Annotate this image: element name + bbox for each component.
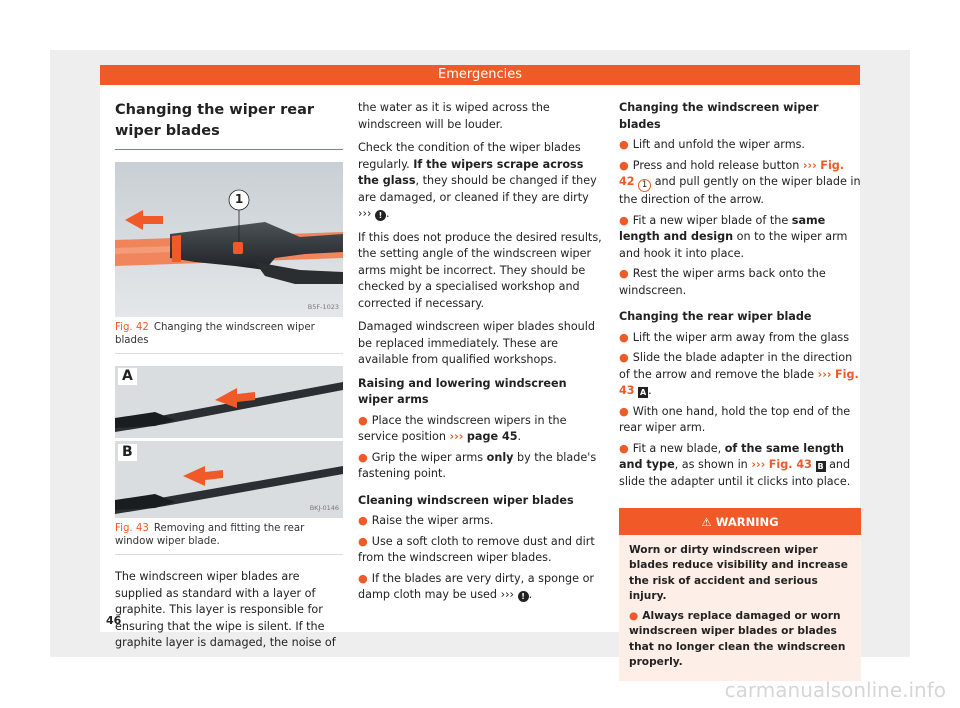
text-run: Fit a new blade,: [632, 441, 722, 455]
warning-dot-icon: !: [518, 591, 529, 602]
text-run: on to the wiper arm and hook it into place.: [619, 230, 848, 260]
chevron-ref-icon: ›››: [751, 458, 766, 471]
chevron-ref-icon: ›››: [500, 588, 515, 601]
callout-number-icon: 1: [638, 179, 651, 192]
figure-code: B5F-1023: [307, 302, 339, 311]
subheading: Changing the rear wiper blade: [619, 310, 812, 323]
figure-reference-link[interactable]: Fig. 42: [619, 158, 845, 188]
bullet-icon: ●: [619, 351, 629, 364]
subheading: Cleaning windscreen wiper blades: [358, 493, 574, 507]
bullet-icon: ●: [619, 158, 629, 172]
wiper-blade-illustration: [115, 162, 343, 317]
list-item: [358, 450, 603, 483]
bullet-icon: ●: [358, 534, 368, 548]
list-item: [619, 266, 861, 299]
figure-reference-link[interactable]: Fig. 43: [619, 367, 859, 397]
text-run: If the blades are very dirty, a sponge or damp cloth may be used: [358, 571, 595, 601]
list-item: [619, 441, 861, 491]
text-run: Use a soft cloth to remove dust and dirt from the windscreen wiper blades.: [358, 534, 595, 564]
bullet-icon: ●: [358, 514, 368, 527]
warning-text: Always replace damaged or worn windscreen wiper blades or blades that no longer clean the windscreen properly.: [629, 609, 846, 668]
list-item: [619, 404, 861, 437]
text-run: and pull gently on the wiper blade in the direction of the arrow.: [619, 175, 861, 206]
bullet-icon: ●: [619, 213, 629, 227]
list-item: [619, 330, 861, 347]
text-run: Place the windscreen wipers in the service position: [358, 413, 567, 443]
warning-title: WARNING: [715, 515, 779, 529]
text-bold: of the same length and type: [619, 441, 845, 471]
bullet-icon: ●: [358, 450, 368, 464]
list-item: [358, 513, 603, 530]
bullet-icon: ●: [619, 404, 629, 418]
label-b-icon: B: [817, 462, 824, 471]
bullet-icon: ●: [358, 413, 368, 427]
text-bold: If the wipers scrape across the glass: [358, 157, 584, 187]
text-run: Press and hold release button: [632, 158, 800, 172]
column-middle: [358, 100, 603, 608]
figure-label-a: A: [118, 368, 137, 385]
figure-callout-1: 1: [234, 192, 244, 206]
figure-42: [115, 162, 343, 354]
chevron-ref-icon: ›››: [817, 367, 832, 381]
subheading: Raising and lowering windscreen wiper arms: [358, 376, 567, 406]
text-bold: only: [486, 450, 514, 464]
chevron-ref-icon: ›››: [802, 158, 817, 172]
body-paragraph: Damaged windscreen wiper blades should be replaced immediately. These are available from qualified workshops.: [358, 320, 595, 366]
figure-code: BKJ-0146: [309, 503, 339, 512]
text-run: Slide the blade adapter in the direction of the arrow and remove the blade: [619, 351, 853, 381]
figure-label-b: B: [118, 444, 137, 461]
bullet-icon: ●: [358, 571, 368, 585]
text-run: , they should be changed if they are damaged, or cleaned if they are dirty: [358, 174, 597, 204]
watermark: carmanualsonline.info: [724, 678, 946, 702]
rear-wiper-illustration: [115, 366, 343, 518]
figure-43: [115, 366, 343, 555]
text-run: Lift the wiper arm away from the glass: [632, 330, 850, 344]
list-item: ● Slide the blade adapter in the direction of the arrow and remove the blade ››› Fig. 43 A .: [619, 351, 859, 397]
text-run: With one hand, hold the top end of the rear wiper arm.: [619, 404, 851, 434]
warning-list-item: [629, 609, 851, 671]
figure-caption: [115, 317, 343, 353]
bullet-icon: ●: [619, 330, 629, 344]
bullet-icon: ●: [619, 441, 629, 455]
warning-triangle-icon: ⚠: [701, 515, 712, 529]
list-item: [619, 213, 861, 263]
bullet-icon: ●: [619, 138, 629, 151]
list-item: ● If the blades are very dirty, a sponge or damp cloth may be used ››› ! .: [358, 571, 595, 601]
chevron-ref-icon: ›››: [449, 430, 464, 443]
warning-text: Worn or dirty windscreen wiper blades reduce visibility and increase the risk of accident and serious injury.: [629, 543, 848, 602]
text-run: Fit a new wiper blade of the: [632, 213, 789, 227]
figure-42-image: [115, 162, 343, 317]
column-left: [115, 100, 343, 659]
column-right: [619, 100, 861, 681]
cross-reference-link[interactable]: page 45: [466, 430, 518, 443]
warning-header: [619, 510, 861, 535]
figure-reference-link[interactable]: Fig. 43: [768, 458, 812, 471]
text-run: Grip the wiper arms: [371, 450, 484, 464]
chapter-header: Emergencies: [100, 65, 860, 85]
bullet-icon: ●: [629, 609, 639, 622]
figure-caption: [115, 518, 343, 554]
section-title: Changing the wiper rear wiper blades: [115, 100, 343, 150]
body-paragraph: the water as it is wiped across the windscreen will be louder.: [358, 101, 550, 131]
subheading: Changing the windscreen wiper blades: [619, 101, 819, 131]
list-item: [619, 158, 861, 209]
text-run: Check the condition of the wiper blades regularly.: [358, 141, 581, 171]
text-run: by the blade's fastening point.: [358, 450, 597, 480]
warning-dot-icon: !: [375, 210, 386, 221]
warning-body: [619, 535, 861, 681]
body-paragraph: If this does not produce the desired results, the setting angle of the windscreen wiper arms might be incorrect. They should be checked by a specialised workshop and corrected if necessary.: [358, 230, 602, 310]
figure-number: Fig. 42: [115, 322, 149, 333]
text-run: Raise the wiper arms.: [371, 514, 494, 527]
page-number: 46: [106, 614, 122, 627]
text-bold: same length and design: [619, 213, 826, 243]
text-run: , as shown in: [674, 458, 748, 471]
list-item: ● Place the windscreen wipers in the service position ››› page 45.: [358, 413, 567, 443]
list-item: [358, 534, 603, 567]
caption-text: Changing the windscreen wiper blades: [115, 322, 315, 346]
warning-box: [619, 508, 861, 681]
figure-number: Fig. 43: [115, 523, 149, 534]
list-item: [619, 137, 861, 154]
label-a-icon: A: [640, 388, 647, 397]
figure-43-image: [115, 366, 343, 518]
body-paragraph: The windscreen wiper blades are supplied as standard with a layer of graphite. This layer is responsible for ensuring that the wipe is silent. If the graphite layer is damaged, the noise of: [115, 570, 336, 649]
body-paragraph: Check the condition of the wiper blades regularly. If the wipers scrape across the glass, they should be changed if they are damaged, or cleaned if they are dirty ››› ! .: [358, 141, 597, 220]
text-run: Rest the wiper arms back onto the windscreen.: [619, 267, 826, 297]
text-run: Lift and unfold the wiper arms.: [632, 138, 805, 151]
chevron-ref-icon: ›››: [358, 207, 372, 220]
caption-text: Removing and fitting the rear window wiper blade.: [115, 523, 305, 547]
text-run: and slide the adapter until it clicks into place.: [619, 458, 851, 488]
bullet-icon: ●: [619, 267, 629, 280]
